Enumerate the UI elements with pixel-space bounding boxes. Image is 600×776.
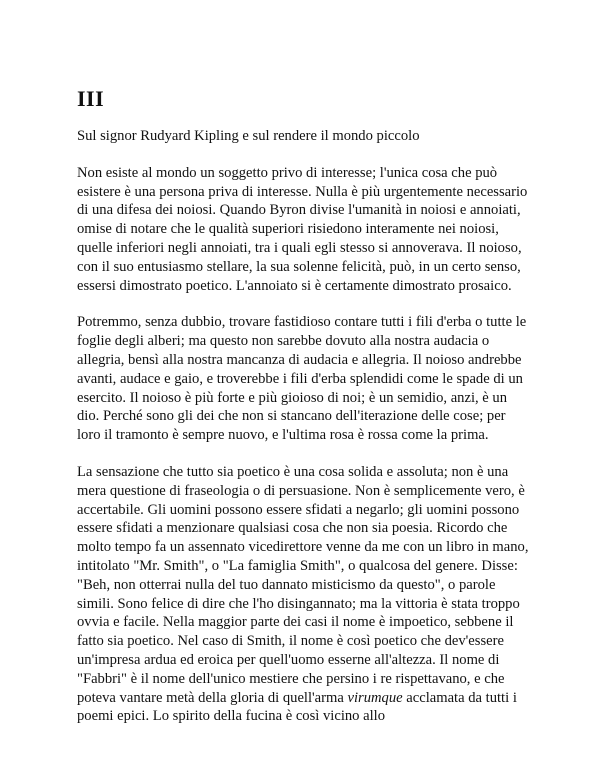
paragraph-3-text-start: La sensazione che tutto sia poetico è una cosa solida e assoluta; non è una mera questione di fraseologia o di persuasione. Non è semplicemente vero, è accertabile. Gli uomini possono essere sfidati a negarlo; gli uomini possono essere sfidati a menzionare qualsiasi cosa che non sia poesia. Ricordo che molto tempo fa un assennato vicedirettore venne da me con un libro in mano, intitolato "Mr. Smith", o "La famiglia Smith", o qualcosa del genere. Disse: "Beh, non otterrai nulla del tuo dannato misticismo da questo", o parole simili. Sono felice di dire che l'ho disingannato; ma la vittoria è stata troppo ovvia e facile. Nella maggior parte dei casi il nome è impoetico, sebbene il fatto sia poetico. Nel caso di Smith, il nome è così poetico che dev'essere un'impresa ardua ed eroica per quell'uomo esserne all'altezza. Il nome di "Fabbri" è il nome dell'unico mestiere che persino i re rispettavano, e che poteva vantare metà della gloria di quell'arma	[77, 463, 529, 706]
paragraph-3	[77, 463, 529, 726]
chapter-title: Sul signor Rudyard Kipling e sul rendere il mondo piccolo	[77, 128, 420, 144]
chapter-number: III	[77, 86, 105, 111]
paragraph-2: Potremmo, senza dubbio, trovare fastidioso contare tutti i fili d'erba o tutte le foglie degli alberi; ma questo non sarebbe dovuto alla nostra audacia o allegria, bensì alla nostra mancanza di audacia e allegria. Il noioso andrebbe avanti, audace e gaio, e troverebbe i fili d'erba splendidi come le spade di un esercito. Il noioso è più forte e più gioioso di noi; è un semidio, anzi, è un dio. Perché sono gli dei che non si stancano dell'iterazione delle cose; per loro il tramonto è sempre nuovo, e l'ultima rosa è rossa come la prima.	[77, 314, 527, 444]
paragraph-3-italic-word: virumque	[347, 689, 403, 706]
paragraph-1: Non esiste al mondo un soggetto privo di interesse; l'unica cosa che può esistere è una persona priva di interesse. Nulla è più urgentemente necessario di una difesa dei noiosi. Quando Byron divise l'umanità in noiosi e annoiati, omise di notare che le qualità superiori risiedono interamente nei noiosi, quelle inferiori negli annoiati, tra i quali egli stesso si annoverava. Il noioso, con il suo entusiasmo stellare, la sua solenne felicità, può, in un certo senso, essersi dimostrato poetico. L'annoiato si è certamente dimostrato prosaico.	[77, 164, 528, 294]
paragraph-3-text-end: acclamata da tutti i poemi epici. Lo spirito della fucina è così vicino allo	[77, 689, 517, 725]
document-page	[77, 86, 529, 744]
